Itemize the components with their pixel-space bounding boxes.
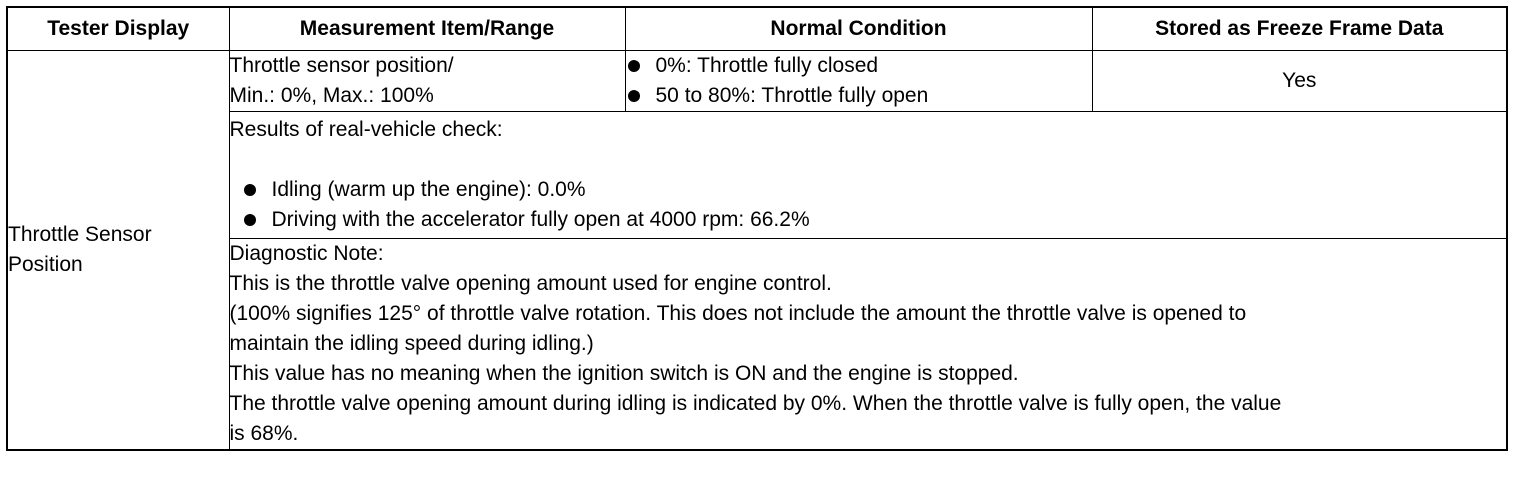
header-row [7, 7, 1507, 51]
bullet-icon [628, 60, 640, 72]
list-item [242, 175, 1507, 205]
stored-freeze-frame-cell: Yes [1092, 51, 1507, 112]
results-title: Results of real-vehicle check: [229, 118, 503, 141]
tester-display-line: Position [8, 253, 83, 276]
normal-condition-text: 0%: Throttle fully closed [655, 54, 879, 77]
table-row [7, 112, 1507, 239]
results-item-text: Idling (warm up the engine): 0.0% [271, 178, 586, 201]
diagnostic-note-line: The throttle valve opening amount during idling is indicated by 0%. When the throttle valve is fully open, the value [229, 392, 1282, 415]
results-cell [229, 112, 1507, 239]
measurement-line: Min.: 0%, Max.: 100% [229, 84, 434, 107]
normal-condition-list [626, 51, 1092, 111]
header-measurement-item-range: Measurement Item/Range [229, 7, 625, 51]
bullet-icon [244, 214, 256, 226]
normal-condition-text: 50 to 80%: Throttle fully open [655, 84, 929, 107]
diagnostic-note-title: Diagnostic Note: [229, 242, 384, 265]
diagnostic-note-line: This is the throttle valve opening amount used for engine control. [229, 272, 832, 295]
tester-display-cell [7, 51, 229, 451]
list-item [626, 51, 1092, 81]
header-stored-freeze-frame: Stored as Freeze Frame Data [1092, 7, 1507, 51]
header-tester-display: Tester Display [7, 7, 229, 51]
diagnostic-note-line: maintain the idling speed during idling.) [229, 332, 594, 355]
table-row [7, 51, 1507, 112]
tester-display-line: Throttle Sensor [8, 223, 152, 246]
bullet-icon [244, 184, 256, 196]
list-item [626, 81, 1092, 111]
results-list [230, 175, 1507, 235]
measurement-line: Throttle sensor position/ [229, 54, 454, 77]
diagnostic-note-cell [229, 239, 1507, 451]
normal-condition-cell [625, 51, 1092, 112]
header-normal-condition: Normal Condition [625, 7, 1092, 51]
list-item [242, 205, 1507, 235]
table-row [7, 239, 1507, 451]
bullet-icon [628, 90, 640, 102]
results-item-text: Driving with the accelerator fully open at 4000 rpm: 66.2% [271, 208, 810, 231]
diagnostic-note-line: This value has no meaning when the ignition switch is ON and the engine is stopped. [229, 362, 1019, 385]
measurement-cell [229, 51, 625, 112]
diagnostic-note-line: is 68%. [229, 422, 299, 445]
data-list-table [6, 6, 1508, 451]
diagnostic-note-line: (100% signifies 125° of throttle valve rotation. This does not include the amount the throttle valve is opened to [229, 302, 1247, 325]
